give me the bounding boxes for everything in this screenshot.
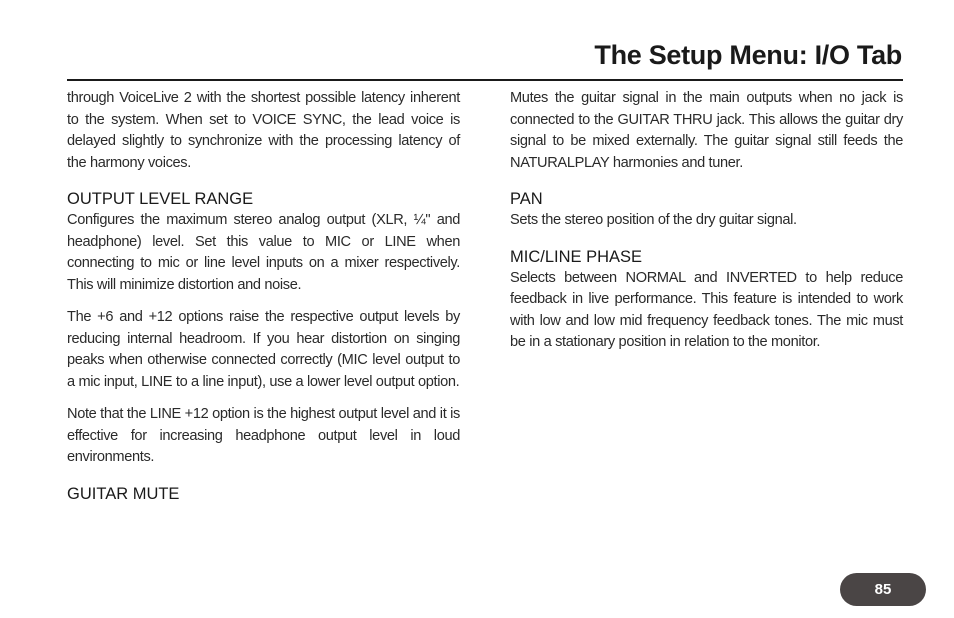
pan-heading: PAN [510,190,543,208]
intro-paragraph: through VoiceLive 2 with the shortest possible latency inherent to the system. When set to VOICE SYNC, the lead voice is delayed slightly to synchronize with the processing latency of the harmony voices. [67,90,460,171]
page-number-badge: 85 [840,573,926,606]
page-title: The Setup Menu: I/O Tab [594,40,902,70]
title-divider [67,79,903,81]
mic-line-phase-heading: MIC/LINE PHASE [510,247,643,266]
guitar-mute-heading: GUITAR MUTE [67,484,180,503]
output-level-range-paragraph-3: Note that the LINE +12 option is the highest output level and it is effective for increasing headphone output level in loud environments. [67,406,460,465]
left-column [67,88,460,505]
pan-paragraph: Sets the stereo position of the dry guitar signal. [510,212,797,228]
guitar-mute-paragraph: Mutes the guitar signal in the main outputs when no jack is connected to the GUITAR THRU jack. This allows the guitar dry signal to be mixed externally. The guitar signal still feeds the NATURALPLAY harmonies and tuner. [510,90,903,171]
mic-line-phase-paragraph: Selects between NORMAL and INVERTED to help reduce feedback in live performance. This feature is intended to work with low and low mid frequency feedback tones. The mic must be in a stationary position in relation to the monitor. [510,269,903,350]
output-level-range-paragraph-2: The +6 and +12 options raise the respective output levels by reducing internal headroom. If you hear distortion on singing peaks when otherwise connected correctly (MIC level output to a mic input, LINE to a line input), use a lower level output option. [67,309,460,390]
output-level-range-paragraph-1: Configures the maximum stereo analog output (XLR, ¼" and headphone) level. Set this value to MIC or LINE when connecting to mic or line level inputs on a mixer respectively. This will minimize distortion and noise. [67,212,460,293]
right-column [510,88,903,365]
output-level-range-heading: OUTPUT LEVEL RANGE [67,190,254,208]
